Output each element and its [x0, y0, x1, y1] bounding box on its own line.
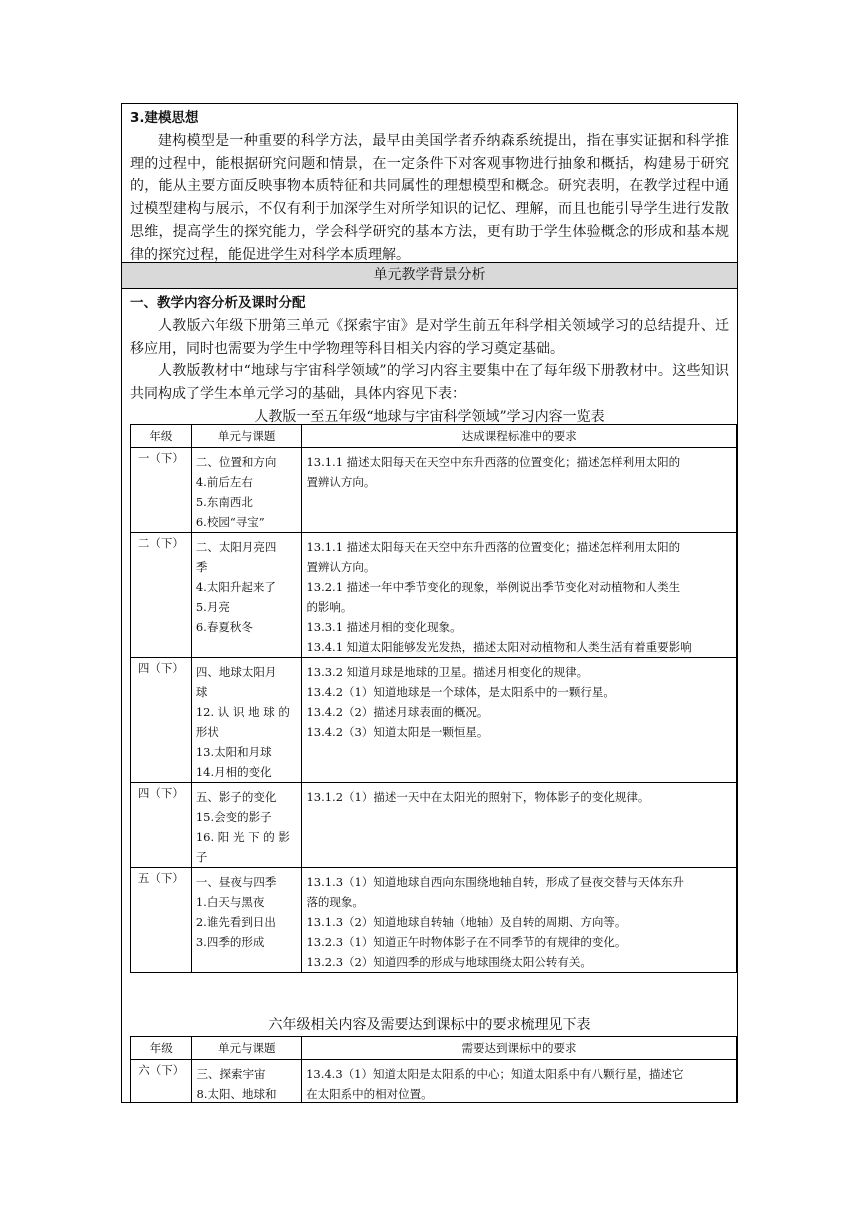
modeling-thought-section: [122, 104, 737, 263]
requirement-line: 13.4.2（3）知道太阳是一颗恒星。: [306, 725, 489, 739]
unit-line: 15.会变的影子: [195, 810, 272, 824]
unit-line: 二、位置和方向: [195, 455, 277, 469]
unit-line: 形状: [195, 725, 219, 739]
unit-line: 3.四季的形成: [195, 935, 265, 949]
requirement-cell: [302, 448, 737, 533]
requirement-cell: [302, 783, 737, 868]
unit-cell: [192, 1060, 302, 1104]
content-analysis-section: [122, 289, 737, 428]
unit-line: 四、地球太阳月: [195, 665, 277, 679]
column-header: 达成课程标准中的要求: [302, 425, 737, 448]
requirement-line: 13.4.2（2）描述月球表面的概况。: [306, 705, 489, 719]
requirement-line: 13.1.1 描述太阳每天在天空中东升西落的位置变化；描述怎样利用太阳的: [306, 540, 681, 554]
grade-label: 一（下）: [137, 451, 184, 465]
unit-line: 三、探索宇宙: [196, 1067, 266, 1081]
requirement-cell: [302, 533, 737, 658]
grade-label: 四（下）: [137, 786, 184, 800]
unit-line: 二、太阳月亮四: [195, 540, 277, 554]
grade-label: 六（下）: [138, 1063, 185, 1077]
table-row: [131, 783, 737, 868]
column-header: 年级: [131, 1037, 192, 1060]
requirement-line: 13.4.3（1）知道太阳是太阳系的中心；知道太阳系中有八颗行星，描述它: [306, 1067, 684, 1081]
unit-line: 5.东南西北: [195, 495, 253, 509]
unit-line: 8.太阳、地球和: [196, 1087, 277, 1101]
requirement-cell: [302, 1060, 737, 1104]
requirement-line: 13.3.2 知道月球是地球的卫星。描述月相变化的规律。: [306, 665, 589, 679]
unit-cell: [191, 868, 302, 973]
requirement-line: 13.3.1 描述月相的变化现象。: [306, 620, 462, 634]
section-band-title: 单元教学背景分析: [122, 263, 737, 289]
requirement-line: 13.2.1 描述一年中季节变化的现象，举例说出季节变化对动植物和人类生: [306, 580, 681, 594]
unit-line: 12. 认 识 地 球 的: [195, 705, 290, 719]
requirement-cell: [302, 868, 737, 973]
requirement-cell: [302, 658, 737, 783]
unit-cell: [191, 658, 302, 783]
grade-label: 五（下）: [137, 871, 184, 885]
grade-cell: [131, 868, 192, 973]
requirement-line: 13.2.3（2）知道四季的形成与地球围绕太阳公转有关。: [306, 955, 592, 969]
column-header: 单元与课题: [192, 1037, 302, 1060]
requirement-line: 置辨认方向。: [306, 475, 376, 489]
document-frame: [121, 103, 738, 1103]
grade-label: 四（下）: [137, 661, 184, 675]
requirement-line: 置辨认方向。: [306, 560, 376, 574]
unit-line: 4.前后左右: [195, 475, 253, 489]
table-row: [131, 448, 737, 533]
requirement-line: 的影响。: [306, 600, 353, 614]
requirement-line: 13.1.2（1）描述一天中在太阳光的照射下，物体影子的变化规律。: [306, 790, 650, 804]
unit-line: 五、影子的变化: [195, 790, 277, 804]
table-header-row: [131, 1037, 737, 1060]
table1-caption: 人教版一至五年级“地球与宇宙科学领域”学习内容一览表: [254, 408, 605, 425]
table-row: [131, 533, 737, 658]
unit-line: 6.校园“寻宝”: [195, 515, 265, 529]
unit-line: 14.月相的变化: [195, 765, 272, 779]
section-heading: 一、教学内容分析及课时分配: [130, 295, 306, 311]
requirement-line: 13.1.1 描述太阳每天在天空中东升西落的位置变化；描述怎样利用太阳的: [306, 455, 681, 469]
requirement-line: 13.1.3（1）知道地球自西向东围绕地轴自转，形成了昼夜交替与天体东升: [306, 875, 684, 889]
column-header: 需要达到课标中的要求: [302, 1037, 737, 1060]
table-row: [131, 658, 737, 783]
unit-line: 16. 阳 光 下 的 影: [195, 830, 290, 844]
section-heading: 3.建模思想: [130, 110, 199, 126]
grade-cell: [131, 1060, 192, 1104]
grade-cell: [131, 658, 192, 783]
unit-line: 球: [195, 685, 208, 699]
grade-cell: [131, 533, 192, 658]
grade-1-5-content-table: [130, 424, 737, 973]
unit-line: 5.月亮: [195, 600, 230, 614]
requirement-line: 13.4.1 知道太阳能够发光发热，描述太阳对动植物和人类生活有着重要影响: [306, 640, 692, 654]
unit-line: 2.谁先看到日出: [195, 915, 276, 929]
intro-paragraph-1: 人教版六年级下册第三单元《探索宇宙》是对学生前五年科学相关领域学习的总结提升、迁移应用，同时也需要为学生中学物理等科目相关内容的学习奠定基础。: [130, 317, 729, 357]
section-paragraph: 建构模型是一种重要的科学方法，最早由美国学者乔纳森系统提出，指在事实证据和科学推理的过程中，能根据研究问题和情景，在一定条件下对客观事物进行抽象和概括，构建易于研究的，能从主要方面反映事物本质特征和共同属性的理想模型和概念。研究表明，在教学过程中通过模型建构与展示，不仅有利于加深学生对所学知识的记忆、理解，而且也能引导学生进行发散思维，提高学生的探究能力，学会科学研究的基本方法，更有助于学生体验概念的形成和基本规律的探究过程，能促进学生对科学本质理解。: [130, 132, 729, 263]
unit-line: 子: [195, 850, 208, 864]
unit-line: 4.太阳升起来了: [195, 580, 276, 594]
table2-caption: 六年级相关内容及需要达到课标中的要求梳理见下表: [268, 1017, 591, 1033]
requirement-line: 13.2.3（1）知道正午时物体影子在不同季节的有规律的变化。: [306, 935, 627, 949]
unit-cell: [191, 533, 302, 658]
unit-line: 一、昼夜与四季: [195, 875, 277, 889]
unit-line: 13.太阳和月球: [195, 745, 272, 759]
table-row: [131, 868, 737, 973]
intro-paragraph-2: 人教版教材中“地球与宇宙科学领域”的学习内容主要集中在了每年级下册教材中。这些知识共同构成了学生本单元学习的基础，具体内容见下表：: [130, 363, 729, 403]
grade-6-requirements-table: [130, 1036, 737, 1103]
grade-cell: [131, 448, 192, 533]
unit-line: 1.白天与黑夜: [195, 895, 265, 909]
grade-label: 二（下）: [137, 536, 184, 550]
unit-cell: [191, 783, 302, 868]
unit-line: 6.春夏秋冬: [195, 620, 253, 634]
table-row: [131, 1060, 737, 1104]
column-header: 单元与课题: [191, 425, 302, 448]
column-header: 年级: [131, 425, 192, 448]
requirement-line: 在太阳系中的相对位置。: [306, 1087, 433, 1101]
requirement-line: 落的现象。: [306, 895, 364, 909]
table-header-row: [131, 425, 737, 448]
requirement-line: 13.1.3（2）知道地球自转轴（地轴）及自转的周期、方向等。: [306, 915, 627, 929]
grade-cell: [131, 783, 192, 868]
requirement-line: 13.4.2（1）知道地球是一个球体，是太阳系中的一颗行星。: [306, 685, 615, 699]
unit-cell: [191, 448, 302, 533]
unit-line: 季: [195, 560, 208, 574]
